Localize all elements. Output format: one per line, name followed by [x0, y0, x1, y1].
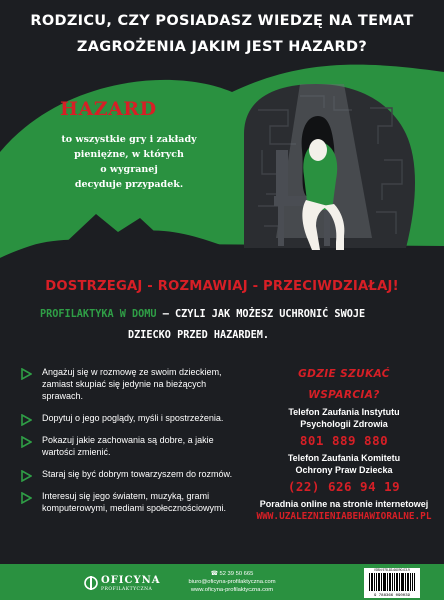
hazard-line: to wszystkie gry i zakłady [61, 134, 197, 145]
slogan: DOSTRZEGAJ - ROZMAWIAJ - PRZECIWDZIAŁAJ! [45, 279, 399, 294]
logo-subtitle: PROFILAKTYCZNA [101, 587, 153, 592]
support-title-line-1: GDZIE SZUKAĆ [298, 368, 390, 380]
list-item [20, 366, 240, 402]
publisher-phone: ☎ 52 39 50 665 [210, 571, 254, 577]
hazard-definition [38, 132, 220, 192]
isbn-text: ISBN 978-83-66090-03-9 [374, 568, 410, 572]
prevention-subheading [40, 304, 420, 346]
publisher-logo [84, 573, 164, 595]
triangle-arrow-icon [20, 470, 32, 482]
tip-text: Angażuj się w rozmowę ze swoim dzieckiem, zamiast skupiać się jedynie na bieżących sprawach. [42, 367, 222, 401]
tip-text: Interesuj się jego światem, muzyką, grami komputerowymi, mediami społecznościowymi. [42, 491, 227, 513]
publisher-email[interactable]: biuro@oficyna-profilaktyczna.com [188, 579, 276, 585]
support-website-link[interactable]: WWW.UZALEZNIENIABEHAWIORALNE.PL [256, 511, 432, 522]
hazard-line: o wygranej [100, 164, 158, 175]
triangle-arrow-icon [20, 414, 32, 426]
helpline-2-number: (22) 626 94 19 [287, 479, 401, 494]
hazard-line: pieniężne, w których [74, 149, 184, 160]
online-clinic-label: Poradnia online na stronie internetowej [259, 499, 429, 509]
triangle-arrow-icon [20, 492, 32, 504]
list-item [20, 468, 240, 480]
helpline-1-number: 801 889 880 [299, 433, 389, 448]
support-title-line-2: WSPARCIA? [308, 389, 380, 401]
list-item [20, 434, 240, 458]
tip-text: Staraj się być dobrym towarzyszem do rozmów. [42, 469, 233, 479]
hazard-title: HAZARD [60, 98, 157, 120]
helpline-2-name-2: Ochrony Praw Dziecka [295, 465, 393, 475]
oficyna-logo-mark [84, 574, 98, 592]
triangle-arrow-icon [20, 368, 32, 380]
headline-line-1: RODZICU, CZY POSIADASZ WIEDZĘ NA TEMAT [30, 13, 414, 29]
helpline-1-name-2: Psychologii Zdrowia [300, 419, 388, 429]
subhead-rest: – CZYLI JAK MOŻESZ UCHRONIĆ SWOJE [156, 309, 366, 320]
tip-text: Dopytuj o jego poglądy, myśli i spostrzeżenia. [42, 413, 224, 423]
publisher-website[interactable]: www.oficyna-profilaktyczna.com [190, 587, 274, 593]
list-item [20, 412, 240, 424]
hazard-line: decyduje przypadek. [74, 179, 184, 190]
logo-name: OFICYNA [101, 575, 161, 586]
barcode-digits: 9 788366 090039 [373, 594, 410, 598]
helpline-1-name: Telefon Zaufania Instytutu [288, 407, 400, 417]
subhead-word-w-domu: W DOMU [119, 309, 157, 320]
triangle-arrow-icon [20, 436, 32, 448]
support-section [244, 364, 444, 524]
subhead-word-profilaktyka: PROFILAKTYKA [40, 309, 114, 320]
tips-list [20, 366, 240, 524]
tip-text: Pokazuj jakie zachowania są dobre, a jakie wartości zmienić. [42, 435, 214, 457]
barcode [364, 568, 420, 598]
headline-line-2: ZAGROŻENIA JAKIM JEST HAZARD? [76, 39, 368, 55]
footer-bar [0, 564, 444, 600]
list-item [20, 490, 240, 514]
subhead-line-2: DZIECKO PRZED HAZARDEM. [128, 330, 270, 341]
helpline-2-name: Telefon Zaufania Komitetu [287, 453, 401, 463]
publisher-contacts [172, 570, 292, 594]
headline [0, 8, 444, 60]
